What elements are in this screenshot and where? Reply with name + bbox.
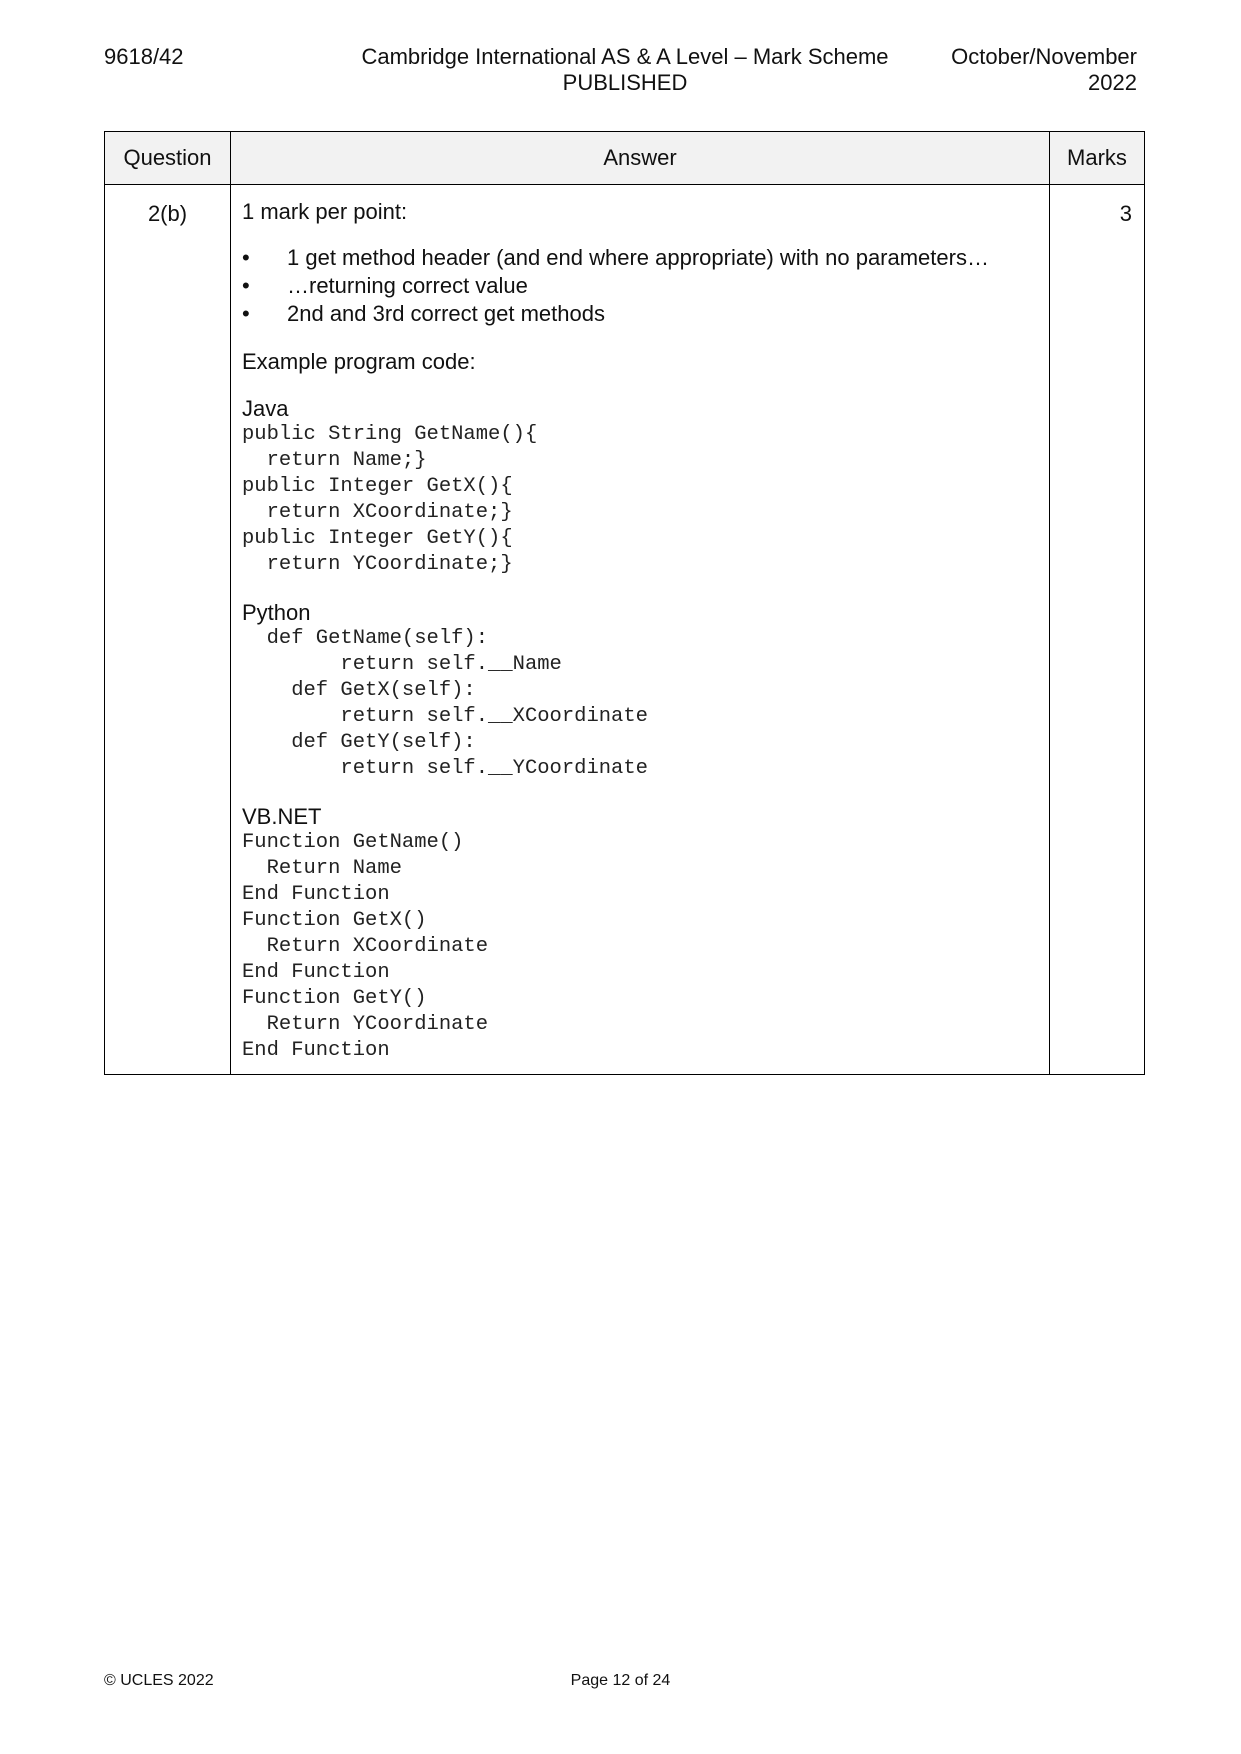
paper-code: 9618/42 — [104, 44, 184, 69]
answer-cell — [231, 185, 1050, 1075]
table-header-row — [105, 132, 1145, 185]
code-listing: Function GetName() Return Name End Function Function GetX() Return XCoordinate End Function Function GetY() Return YCoordinate End Function — [242, 831, 489, 1062]
bullet-icon: • — [242, 245, 250, 270]
python-code-block — [242, 600, 1039, 782]
copyright-notice: © UCLES 2022 — [104, 1672, 214, 1689]
list-item — [242, 272, 1039, 300]
marks-value: 3 — [1050, 185, 1145, 1075]
mark-scheme-table — [104, 131, 1145, 1075]
list-item — [242, 300, 1039, 328]
example-code-heading: Example program code: — [242, 349, 476, 374]
table-row — [105, 185, 1145, 1075]
java-code-block — [242, 396, 1039, 578]
marking-point-text: 2nd and 3rd correct get methods — [287, 301, 605, 326]
published-label: PUBLISHED — [562, 70, 688, 95]
answer-column-header: Answer — [231, 132, 1050, 185]
bullet-icon: • — [242, 301, 250, 326]
page-number: Page 12 of 24 — [570, 1672, 671, 1689]
exam-session — [951, 44, 1137, 96]
marking-point-text: 1 get method header (and end where appropriate) with no parameters… — [287, 245, 989, 270]
vbnet-code-block — [242, 804, 1039, 1064]
code-listing: public String GetName(){ return Name;} public Integer GetX(){ return XCoordinate;} public Integer GetY(){ return YCoordinate;} — [242, 423, 538, 576]
title-line: Cambridge International AS & A Level – Mark Scheme — [361, 44, 889, 69]
code-listing: def GetName(self): return self.__Name def GetX(self): return self.__XCoordinate def GetY(self): return self.__YCoordinate — [266, 627, 648, 780]
question-column-header: Question — [105, 132, 231, 185]
language-label: Python — [242, 600, 311, 625]
question-number: 2(b) — [105, 185, 231, 1075]
marks-column-header: Marks — [1050, 132, 1145, 185]
mark-allocation-note: 1 mark per point: — [242, 199, 408, 224]
document-title — [340, 44, 910, 96]
marking-points-list — [242, 244, 1039, 328]
session-year: 2022 — [1088, 70, 1137, 95]
bullet-icon: • — [242, 273, 250, 298]
session-months: October/November — [951, 44, 1137, 69]
language-label: VB.NET — [242, 804, 322, 829]
list-item — [242, 244, 1039, 272]
marking-point-text: …returning correct value — [287, 273, 528, 298]
language-label: Java — [242, 396, 289, 421]
